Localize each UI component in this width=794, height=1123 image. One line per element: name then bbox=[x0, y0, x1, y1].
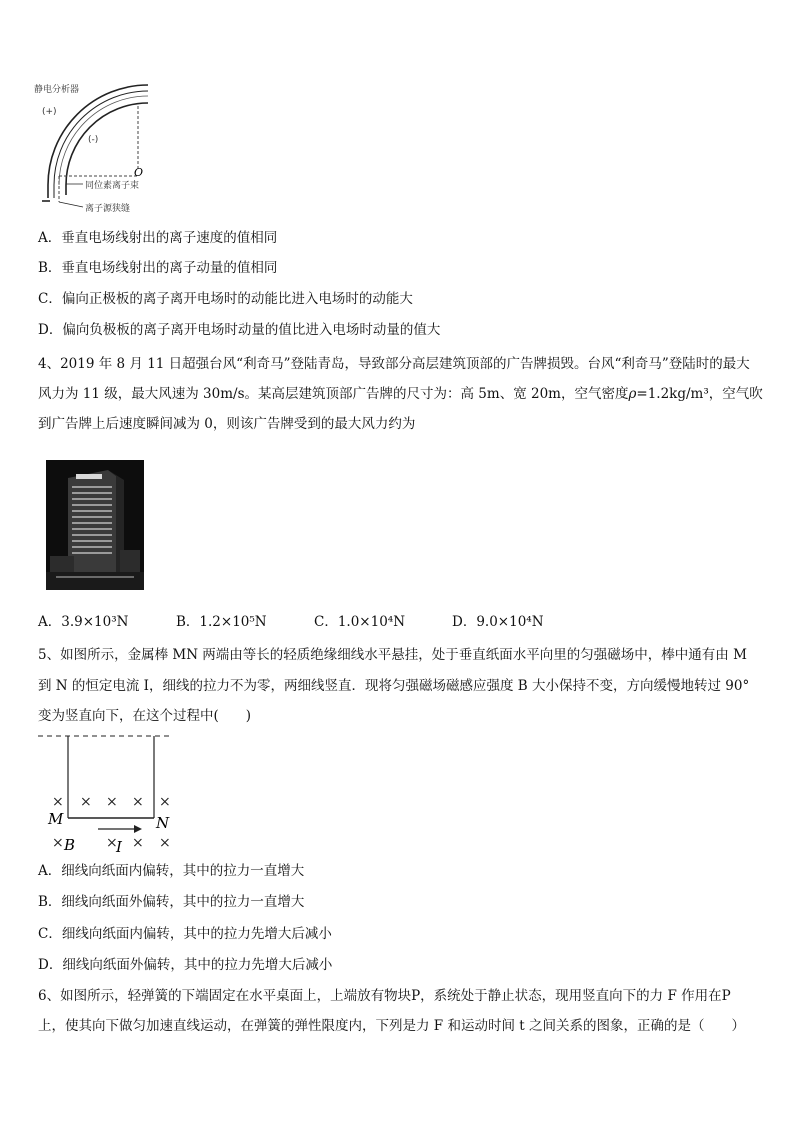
label-m: M bbox=[48, 810, 64, 828]
minus-plate-label: (-) bbox=[88, 135, 99, 145]
q4-text-2: 风力为 11 级，最大风速为 30m/s。某高层建筑顶部广告牌的尺寸为：高 5m、宽 20m，空气密度ρ=1.2kg/m³，空气吹 bbox=[38, 386, 763, 402]
label-i: I bbox=[116, 838, 122, 856]
magnetic-rod-figure bbox=[36, 728, 186, 856]
q3-option-c: C．偏向正极板的离子离开电场时的动能比进入电场时的动能大 bbox=[38, 291, 413, 307]
q5-option-d: D．细线向纸面外偏转，其中的拉力先增大后减小 bbox=[38, 957, 333, 973]
field-cross: × bbox=[52, 794, 64, 810]
q4-text-1: 4、2019 年 8 月 11 日超强台风“利奇马”登陆青岛，导致部分高层建筑顶部的广告牌损毁。台风“利奇马”登陆时的最大 bbox=[38, 356, 750, 372]
label-b: B bbox=[64, 836, 76, 854]
field-cross: × bbox=[159, 835, 171, 851]
q4-option-d: D．9.0×10⁴N bbox=[452, 614, 544, 630]
q5-option-a: A．细线向纸面内偏转，其中的拉力一直增大 bbox=[38, 863, 305, 879]
field-cross: × bbox=[159, 794, 171, 810]
field-cross: × bbox=[80, 794, 92, 810]
q5-option-c: C．细线向纸面内偏转，其中的拉力先增大后减小 bbox=[38, 926, 332, 942]
slit-label: 离子源狭缝 bbox=[85, 204, 131, 214]
q6-text-2: 上，使其向下做匀加速直线运动，在弹簧的弹性限度内，下列是力 F 和运动时间 t 之间关系的图象，正确的是（ ） bbox=[38, 1018, 745, 1034]
q6-text-1: 6、如图所示，轻弹簧的下端固定在水平桌面上，上端放有物块P，系统处于静止状态，现用竖直向下的力 F 作用在P bbox=[38, 988, 731, 1004]
field-cross: × bbox=[106, 794, 118, 810]
field-cross: × bbox=[52, 835, 64, 851]
label-n: N bbox=[156, 814, 170, 832]
plus-plate-label: (+) bbox=[42, 107, 57, 117]
q5-text-2: 到 N 的恒定电流 I，细线的拉力不为零，两细线竖直．现将匀强磁场磁感应强度 B 大小保持不变，方向缓慢地转过 90° bbox=[38, 678, 750, 694]
q5-text-1: 5、如图所示，金属棒 MN 两端由等长的轻质绝缘细线水平悬挂，处于垂直纸面水平向里的匀强磁场中，棒中通有由 M bbox=[38, 647, 747, 663]
field-cross: × bbox=[106, 835, 118, 851]
q3-option-a: A．垂直电场线射出的离子速度的值相同 bbox=[38, 230, 278, 246]
q4-option-c: C．1.0×10⁴N bbox=[314, 614, 406, 630]
q5-text-3: 变为竖直向下，在这个过程中( ) bbox=[38, 708, 252, 724]
beam-label: 同位素离子束 bbox=[85, 181, 140, 191]
q3-option-b: B．垂直电场线射出的离子动量的值相同 bbox=[38, 260, 278, 276]
q4-option-b: B．1.2×10⁵N bbox=[176, 614, 267, 630]
building-photo bbox=[46, 460, 144, 590]
q4-option-a: A．3.9×10³N bbox=[38, 614, 129, 630]
field-cross: × bbox=[132, 835, 144, 851]
field-cross: × bbox=[132, 794, 144, 810]
origin-label: O bbox=[134, 166, 144, 179]
q4-text-3: 到广告牌上后速度瞬间减为 0，则该广告牌受到的最大风力约为 bbox=[38, 416, 416, 432]
q5-option-b: B．细线向纸面外偏转，其中的拉力一直增大 bbox=[38, 894, 305, 910]
electrostatic-analyzer-figure bbox=[28, 70, 168, 220]
q3-option-d: D．偏向负极板的离子离开电场时动量的值比进入电场时动量的值大 bbox=[38, 322, 441, 338]
analyzer-label: 静电分析器 bbox=[34, 85, 80, 95]
